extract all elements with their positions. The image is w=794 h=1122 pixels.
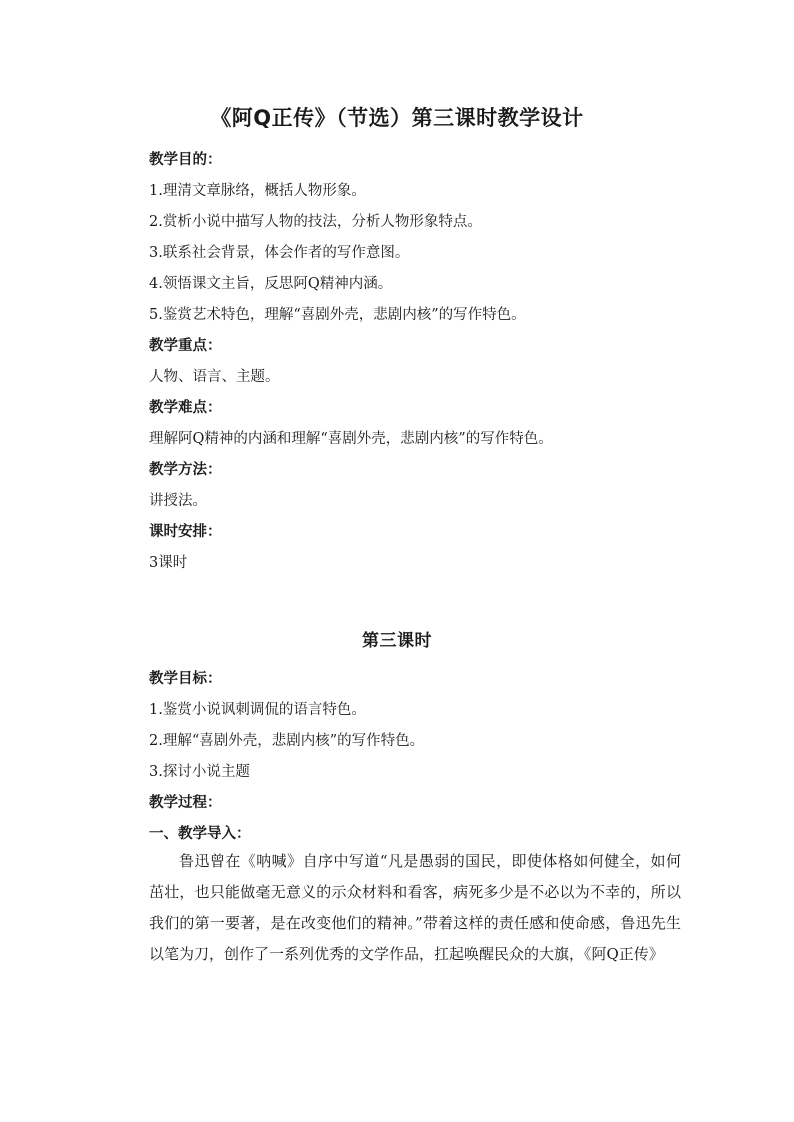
goal-item-2: 2.理解“喜剧外壳，悲剧内核”的写作特色。: [149, 733, 425, 749]
intro-paragraph-text: 鲁迅曾在《呐喊》自序中写道“凡是愚弱的国民，即使体格如何健全，如何茁壮，也只能做毫无意义的示众材料和看客，病死多少是不必以为不幸的，所以我们的第一要著，是在改变他们的精神。”带着这样的责任感和使命感，鲁迅先生以笔为刀，创作了一系列优秀的文学作品，扛起唤醒民众的大旗，《阿Q正传》: [149, 852, 681, 963]
objectives-heading: 教学目的：: [149, 152, 222, 168]
schedule-heading: 课时安排：: [149, 524, 222, 540]
process-heading: 教学过程：: [149, 795, 222, 811]
method-text: 讲授法。: [149, 493, 207, 509]
goal-item-1: 1.鉴赏小说讽刺调侃的语言特色。: [149, 702, 366, 718]
lesson-title: 第三课时: [362, 631, 432, 651]
key-points-text: 人物、语言、主题。: [149, 369, 280, 385]
difficulties-text: 理解阿Q精神的内涵和理解“喜剧外壳，悲剧内核”的写作特色。: [149, 431, 553, 447]
schedule-text: 3课时: [149, 555, 188, 571]
key-points-heading: 教学重点：: [149, 338, 222, 354]
objective-item-4: 4.领悟课文主旨，反思阿Q精神内涵。: [149, 276, 393, 292]
goal-item-3: 3.探讨小说主题: [149, 764, 250, 780]
document-title: 《阿Q正传》（节选）第三课时教学设计: [210, 106, 584, 130]
intro-heading: 一、教学导入：: [149, 826, 251, 842]
objective-item-5: 5.鉴赏艺术特色，理解“喜剧外壳，悲剧内核”的写作特色。: [149, 307, 526, 323]
method-heading: 教学方法：: [149, 462, 222, 478]
objective-item-3: 3.联系社会背景，体会作者的写作意图。: [149, 245, 410, 261]
intro-paragraph: [149, 846, 681, 970]
objective-item-1: 1.理清文章脉络，概括人物形象。: [149, 183, 366, 199]
difficulties-heading: 教学难点：: [149, 400, 222, 416]
goals-heading: 教学目标：: [149, 671, 222, 687]
objective-item-2: 2.赏析小说中描写人物的技法，分析人物形象特点。: [149, 214, 482, 230]
